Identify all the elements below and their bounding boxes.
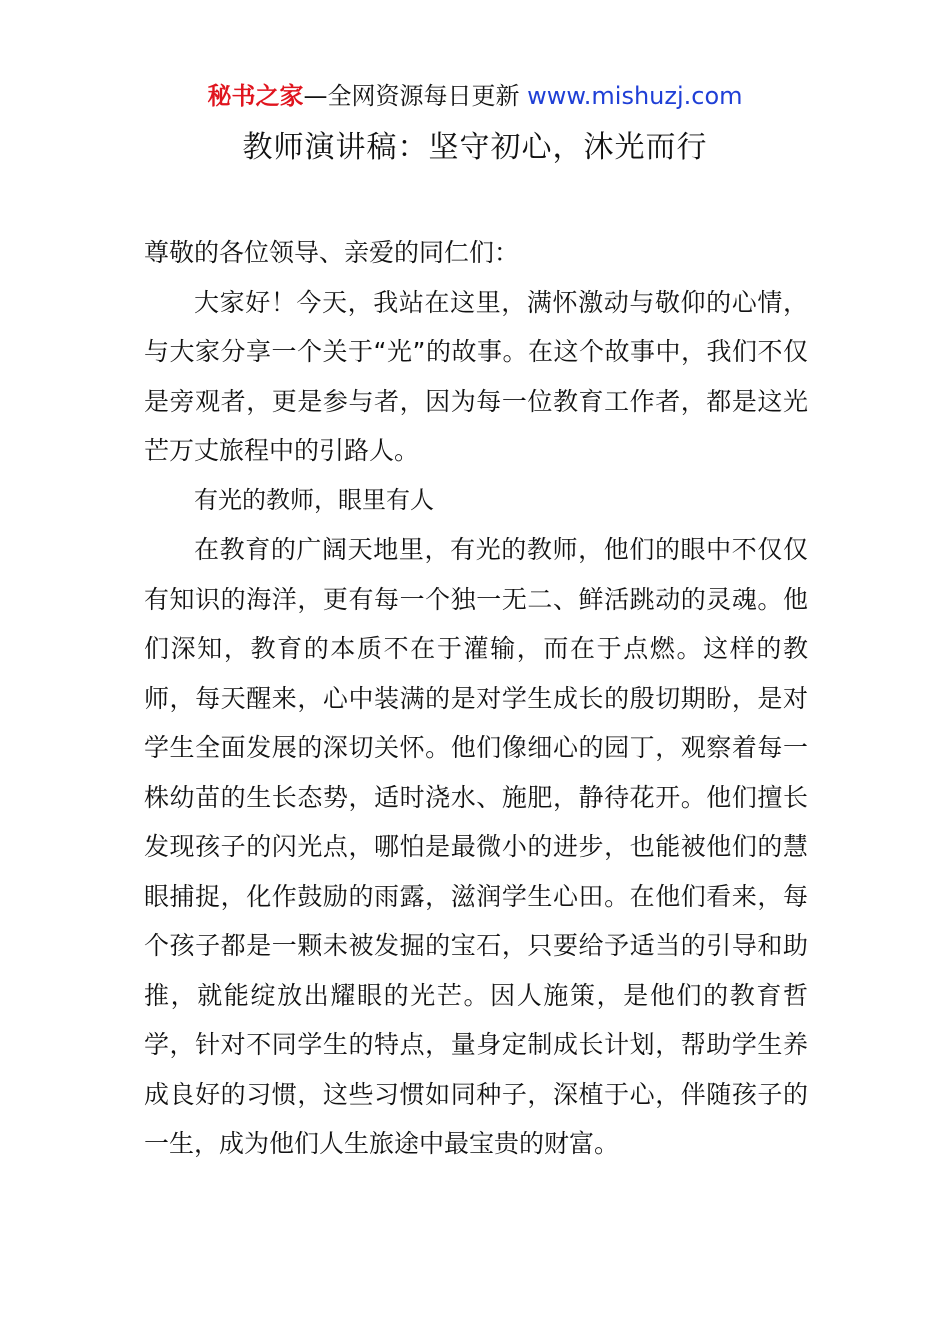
brand-name: 秘书之家 (207, 82, 304, 110)
section-paragraph: 在教育的广阔天地里，有光的教师，他们的眼中不仅仅有知识的海洋，更有每一个独一无二、鲜活跳动的灵魂。他们深知，教育的本质不在于灌输，而在于点燃。这样的教师，每天醒来，心中装满的是对学生成长的殷切期盼，是对学生全面发展的深切关怀。他们像细心的园丁，观察着每一株幼苗的生长态势，适时浇水、施肥，静待花开。他们擅长发现孩子的闪光点，哪怕是最微小的进步，也能被他们的慧眼捕捉，化作鼓励的雨露，滋润学生心田。在他们看来，每个孩子都是一颗未被发掘的宝石，只要给予适当的引导和助推，就能绽放出耀眼的光芒。因人施策，是他们的教育哲学，针对不同学生的特点，量身定制成长计划，帮助学生养成良好的习惯，这些习惯如同种子，深植于心，伴随孩子的一生，成为他们人生旅途中最宝贵的财富。 (144, 535, 808, 1158)
site-tagline: —全网资源每日更新 (303, 82, 528, 110)
intro-paragraph: 大家好！今天，我站在这里，满怀激动与敬仰的心情，与大家分享一个关于“光”的故事。在这个故事中，我们不仅是旁观者，更是参与者，因为每一位教育工作者，都是这光芒万丈旅程中的引路人。 (144, 287, 808, 465)
page-title: 教师演讲稿：坚守初心，沐光而行 (242, 130, 708, 165)
salutation: 尊敬的各位领导、亲爱的同仁们： (144, 238, 520, 267)
site-url-link[interactable]: www.mishuzj.com (527, 82, 743, 110)
section-heading: 有光的教师，眼里有人 (194, 485, 434, 514)
site-header (0, 80, 950, 112)
document-body (144, 228, 808, 1169)
